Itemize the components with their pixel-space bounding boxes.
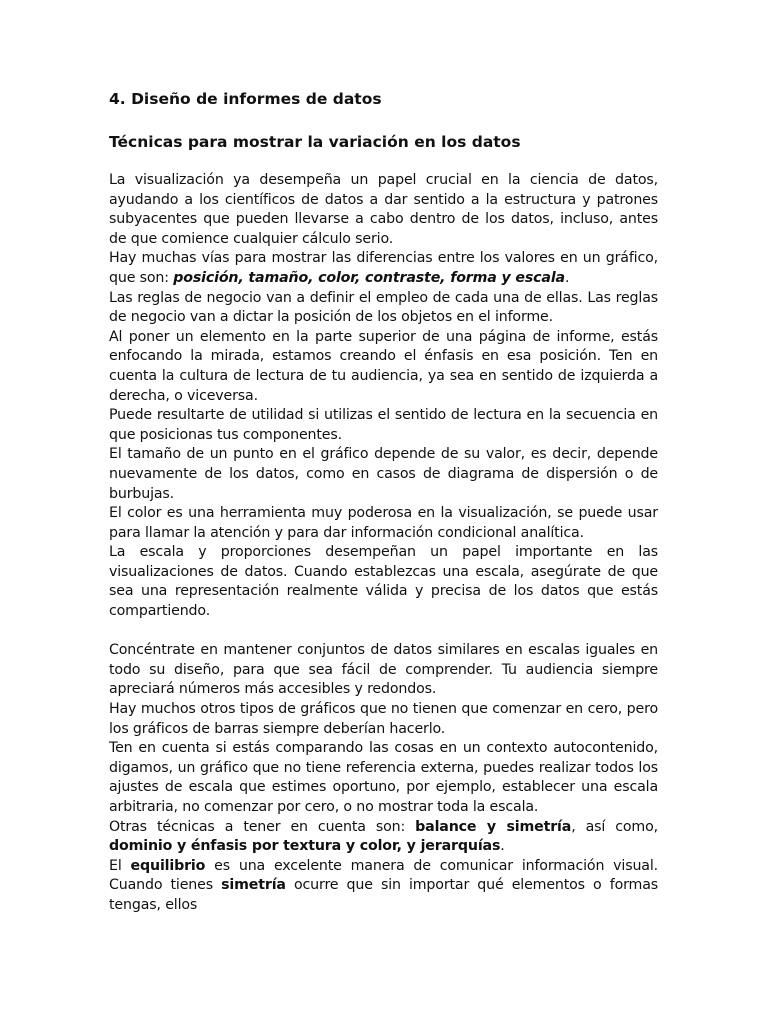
emphasis-text: balance y simetría <box>415 818 572 835</box>
emphasis-text: equilibrio <box>130 857 206 874</box>
document-page <box>109 88 658 916</box>
paragraph: Al poner un elemento en la parte superior de una página de informe, estás enfocando la mirada, estamos creando el énfasis en esa posición. Ten en cuenta la cultura de lectura de tu audiencia, ya sea en sentido de izquierda a derecha, o viceversa. <box>109 328 658 404</box>
text-span: El <box>109 857 131 874</box>
emphasis-text: simetría <box>221 877 286 894</box>
paragraph <box>109 249 658 288</box>
text-span: Hay muchas vías para mostrar las diferencias entre los valores en un gráfico, que son: <box>109 250 658 286</box>
text-span: . <box>500 838 505 855</box>
text-span: Otras técnicas a tener en cuenta son: <box>109 818 416 835</box>
paragraph: El tamaño de un punto en el gráfico depende de su valor, es decir, depende nuevamente de los datos, como en casos de diagrama de dispersión o de burbujas. <box>109 446 658 502</box>
section-subheading: Técnicas para mostrar la variación en los datos <box>109 133 521 151</box>
paragraph-gap <box>109 622 658 642</box>
paragraph <box>109 857 658 916</box>
emphasis-text: dominio y énfasis por textura y color, y jerarquías <box>109 838 501 855</box>
text-span: es una excelente manera de comunicar información visual. Cuando tienes <box>109 857 658 894</box>
paragraph: La visualización ya desempeña un papel crucial en la ciencia de datos, ayudando a los científicos de datos a dar sentido a la estructura y patrones subyacentes que pueden llevarse a cabo dentro de los datos, incluso, antes de que comience cualquier cálculo serio. <box>109 172 658 247</box>
paragraph: Las reglas de negocio van a definir el empleo de cada una de ellas. Las reglas de negocio van a dictar la posición de los objetos en el informe. <box>109 289 658 326</box>
paragraph: Concéntrate en mantener conjuntos de datos similares en escalas iguales en todo su diseño, para que sea fácil de comprender. Tu audiencia siempre apreciará números más accesibles y redondos. <box>109 642 658 698</box>
paragraph: Hay muchos otros tipos de gráficos que no tienen que comenzar en cero, pero los gráficos de barras siempre deberían hacerlo. <box>109 701 658 737</box>
text-span: , así como, <box>571 818 658 835</box>
text-span: . <box>564 269 570 286</box>
paragraph: Puede resultarte de utilidad si utilizas el sentido de lectura en la secuencia en que posicionas tus componentes. <box>109 407 658 443</box>
emphasis-text: posición, tamaño, color, contraste, forma y escala <box>173 269 565 286</box>
paragraph: El color es una herramienta muy poderosa en la visualización, se puede usar para llamar la atención y para dar información condicional analítica. <box>109 505 658 541</box>
paragraph: La escala y proporciones desempeñan un papel importante en las visualizaciones de datos. Cuando establezcas una escala, asegúrate de que sea una representación realmente válida y precisa de los datos que estás compartiendo. <box>109 544 658 620</box>
section-heading: 4. Diseño de informes de datos <box>109 90 382 108</box>
text-span: ocurre que sin importar qué elementos o formas tengas, ellos <box>109 877 658 913</box>
paragraph: Ten en cuenta si estás comparando las cosas en un contexto autocontenido, digamos, un gráfico que no tiene referencia externa, puedes realizar todos los ajustes de escala que estimes oportuno, por ejemplo, establecer una escala arbitraria, no comenzar por cero, o no mostrar toda la escala. <box>109 740 658 815</box>
paragraph <box>109 818 658 857</box>
